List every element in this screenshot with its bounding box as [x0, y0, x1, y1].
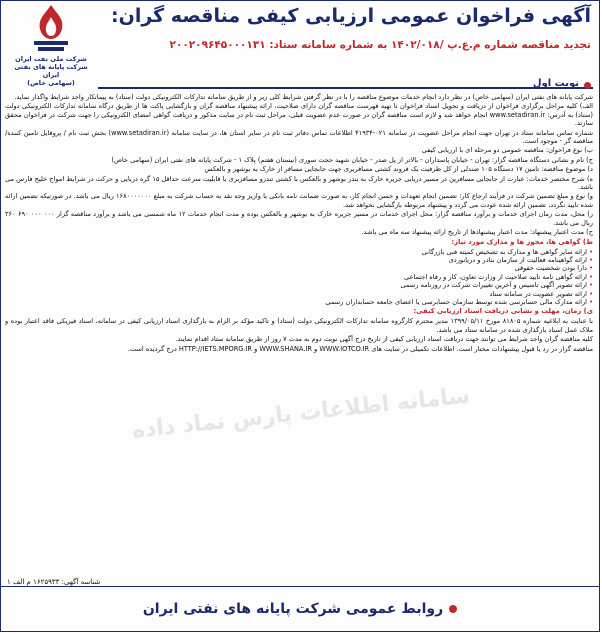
ad-title: آگهی فراخوان عمومی ارزیابی کیفی مناقصه گران:	[111, 5, 591, 27]
list-item: • ارائه سایر گواهی ها و مدارک به تشخیص کمیته فنی بازرگانی	[421, 247, 593, 256]
ad-footer	[1, 586, 599, 631]
ad-code: شناسه آگهی: ۱۶۲۵۹۳۳ م الف ۱	[7, 578, 101, 586]
paragraph-e: ه) شرح مختصر خدمات: عبارت از جابجایی مسافرین در مسیر دریایی جزیره خارک به بندر بوشهر و بالعکس با کشتی تندرو مسافربری با قابلیت سرعت حداقل ۱۵ گره دریایی و حرکت در شرایط امواج خلیج فارس می باشد.	[5, 174, 593, 192]
paragraph-tail-2: کلیه مناقصه گران واجد شرایط می توانند جهت دریافت اسناد ارزیابی کیفی از تاریخ درج آگهی نوبت دوم به مدت ۷ روز از طریق سامانه ستاد اقدام نمایند.	[175, 335, 593, 344]
doc-item-text: ارائه سایر گواهی ها و مدارک به تشخیص کمیته فنی بازرگانی	[421, 247, 587, 256]
doc-item-text: ارائه گواهینامه فعالیت از سازمان بنادر و دریانوردی	[448, 255, 587, 264]
paragraph-g: ز) محل، مدت زمان اجرای خدمات و برآورد مناقصه گزار: محل اجرای خدمات در مسیر جزیره خارک به بوشهر و بالعکس بوده و مدت انجام خدمات ۱۲ ماه شمسی می باشد و برآورد مناقصه گزار ۰۰۰ ۰۰۰ ۶۹۰ ۳۶۰ ریال می باشد.	[5, 210, 593, 227]
logo-line-2: شرکت پایانه های نفتی ایران	[14, 63, 88, 79]
logo-line-3: (سهامی خاص)	[27, 79, 75, 87]
footer-text: روابط عمومی شرکت پایانه های نفتی ایران	[142, 601, 444, 617]
section-time-heading: ی) زمان، مهلت و نشانی دریافت اسناد ارزیابی کیفی:	[413, 307, 593, 316]
doc-item-text: ارائه گواهی نامه تایید صلاحیت از وزارت تعاون، کار و رفاه اجتماعی	[404, 272, 587, 281]
ad-body	[5, 93, 593, 571]
paragraph-contact: شماره تماس سامانه ستاد در تهران جهت انجام مراحل عضویت در سامانه ۰۲۱-۴۱۹۳۴ اطلاعات تماس دفاتر ثبت نام در سایر استان ها، در سایت سامانه (www.setadiran.ir) بخش ثبت نام / پروفایل تامین کننده/ مناقصه گر - موجود است.	[5, 128, 593, 146]
publication-round	[98, 71, 593, 89]
flame-logo-icon	[24, 3, 78, 55]
ad-subtitle: تجدید مناقصه شماره م.ع.پ /۱۴۰۲/۰۱۸ به شماره سامانه ستاد: ۲۰۰۲۰۹۶۴۵۰۰۰۱۳۱	[169, 39, 591, 51]
paragraph-f: و) نوع و مبلغ تضمین شرکت در فرآیند ارجاع کار: تضمین انجام تعهدات و حسن انجام کار، به صورت ضمانت نامه بانکی یا واریز وجه نقد به حساب شرکت به مبلغ ۱۶۸۰۰۰۰۰۰۰ ریال می باشد. در صورتیکه تضمین ارائه شده تایید نگردد، تضمین ارائه شده عودت می گردد و پیشنهاد مربوطه بازگشایی نخواهد شد.	[5, 192, 593, 209]
watermark: سامانه اطلاعات پارس نماد داده	[130, 383, 472, 444]
list-item: • ارائه گواهی نامه تایید صلاحیت از وزارت تعاون، کار و رفاه اجتماعی	[404, 272, 593, 281]
paragraph-c: ج) نام و نشانی دستگاه مناقصه گزار: تهران - خیابان پاسداران - بالاتر از پل صدر - خیابان شهید حجت سوری (نیستان هفتم) پلاک ۱ - شرکت پایانه های نفتی ایران (سهامی خاص)	[111, 155, 593, 164]
company-logo	[7, 3, 95, 87]
list-item: • دارا بودن شخصیت حقوقی	[514, 264, 593, 273]
doc-item-text: ارائه مدارک مالی حسابرسی شده توسط سازمان حسابرسی یا اعضای جامعه حسابداران رسمی	[325, 297, 587, 306]
list-item: • ارائه تصویر آگهی تاسیس و آخرین تغییرات شرکت در روزنامه رسمی	[400, 281, 593, 290]
paragraph-h: ح) مدت اعتبار پیشنهاد: مدت اعتبار پیشنهادها از تاریخ ارائه پیشنهاد سه ماه می باشد.	[361, 228, 593, 237]
paragraph-a: الف) کلیه مراحل برگزاری فراخوان از دریافت و تحویل اسناد فراخوان تا تهیه فهرست مناقصه گران دارای صلاحیت، ارائه پیشنهاد مناقصه گران و بازگشایی پاکت ها از طریق درگاه سامانه تدارکات الکترونیکی دولت (ستاد) به آدرس: www.setadiran.ir انجام خواهد شد و لازم است مناقصه گران در صورت عدم عضویت قبلی، مراحل ثبت نام در سایت مذکور و دریافت گواهی امضای الکترونیکی را جهت شرکت در فراخوان محقق سازند.	[5, 102, 593, 128]
list-item: • ارائه گواهینامه فعالیت از سازمان بنادر و دریانوردی	[448, 255, 593, 264]
logo-line-1: شرکت ملی نفت ایران	[15, 55, 87, 63]
paragraph-tail-3: مناقصه گزار در رد یا قبول پیشنهادات مختار است. اطلاعات تکمیلی در سایت های WWW.IOTCO.IR و WWW.SHANA.IR و HTTP://IETS.MPORG.IR درج گردیده است.	[127, 344, 593, 353]
doc-list	[5, 248, 593, 307]
list-item: • ارائه مدارک مالی حسابرسی شده توسط سازمان حسابرسی یا اعضای جامعه حسابداران رسمی	[325, 297, 593, 306]
paragraph-tail-1: با عنایت به ابلاغیه شماره ۸۱۸۰۵ مورخ ۱۳۹۹/۰۵/۱۱ مدیر محترم کارگروه سامانه تدارکات الکترونیکی دولت (ستاد) و تاکید مؤکد بر الزام به بارگذاری اسناد ارزیابی کیفی در سامانه، اسناد فیزیکی فاقد اعتبار بوده و ملاک عمل اسناد بارگذاری شده در سامانه ستاد می باشد.	[5, 317, 593, 334]
doc-item-text: ارائه تصویر آگهی تاسیس و آخرین تغییرات شرکت در روزنامه رسمی	[400, 281, 587, 290]
list-item: • ارائه تصویر عضویت در سامانه ستاد	[489, 289, 593, 298]
doc-item-text: ارائه تصویر عضویت در سامانه ستاد	[489, 289, 587, 298]
paragraph-b: ب) نوع فراخوان: مناقصه عمومی دو مرحله ای با ارزیابی کیفی	[421, 146, 593, 155]
doc-item-text: دارا بودن شخصیت حقوقی	[514, 264, 587, 273]
ad-header	[1, 1, 599, 89]
bullet-icon	[449, 605, 457, 613]
section-docs-heading: ط) گواهی ها، مجوز ها و مدارک مورد نیاز:	[451, 237, 593, 246]
paragraph-intro: شرکت پایانه های نفتی ایران (سهامی خاص) در نظر دارد انجام خدمات موضوع مناقصه را با در نظر گرفتن شرایط کلی زیر و از طریق سامانه تدارکات الکترونیکی دولت (ستاد) به پیمانکار واجد شرایط واگذار نماید.	[14, 93, 593, 101]
paragraph-d: د) موضوع مناقصه: تامین ۱۷ دستگاه ۱۰۵ صندلی از کل ظرفیت یک فروند کشتی مسافربری جهت جابجایی مسافر از خارک به بوشهر و بالعکس	[204, 165, 593, 174]
publication-round-label: نوبت اول	[533, 78, 593, 89]
